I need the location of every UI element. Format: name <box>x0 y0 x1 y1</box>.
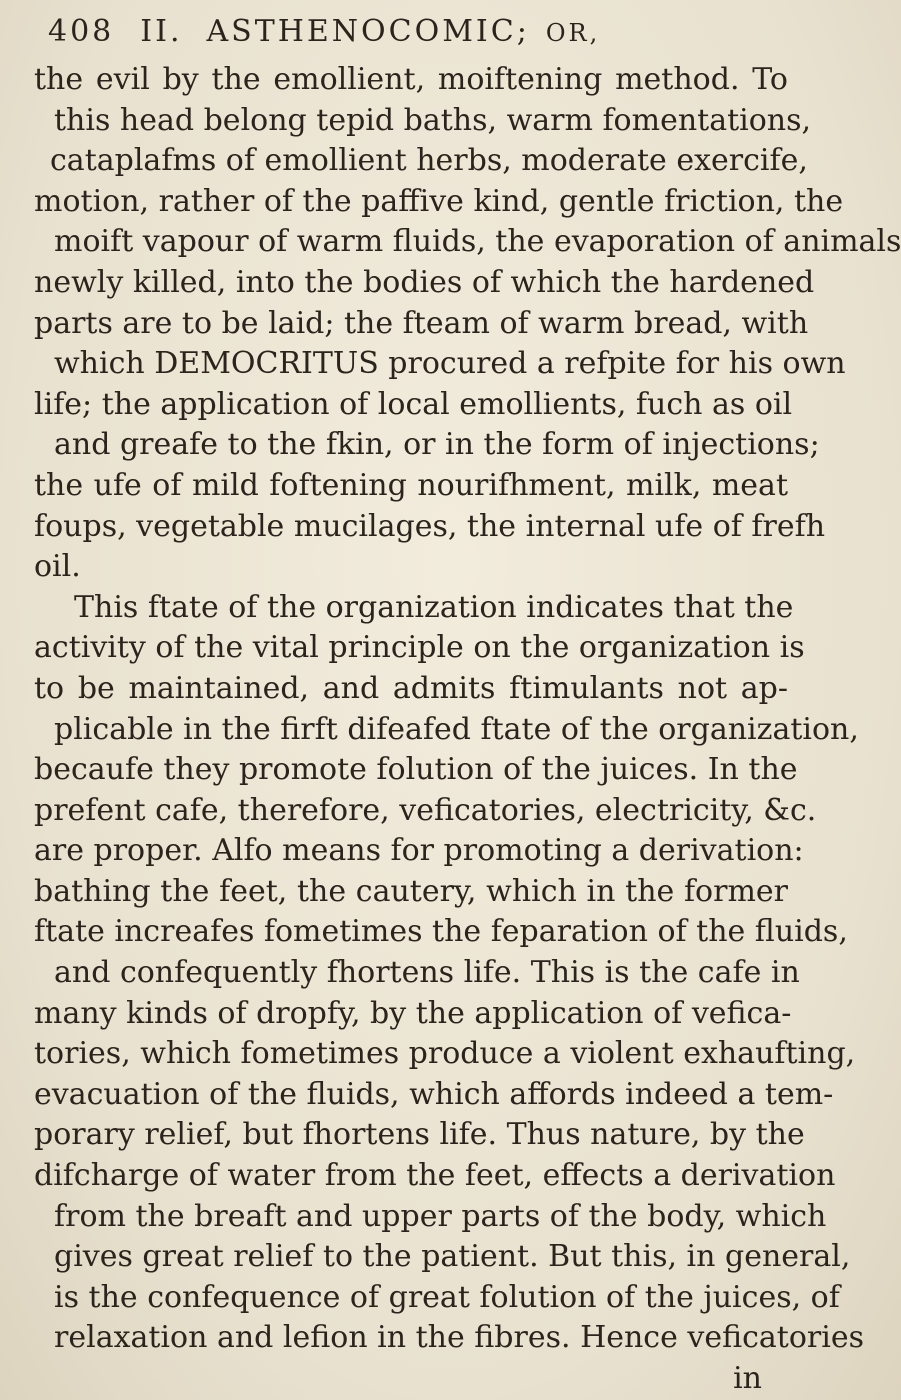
text-line: plicable in the firft difeafed ftate of the organization, <box>54 711 859 747</box>
text-line: evacuation of the fluids, which affords indeed a tem- <box>34 1076 834 1112</box>
body-text <box>34 60 901 1400</box>
text-line: is the confequence of great folution of the juices, of <box>54 1279 840 1315</box>
catchword: in <box>733 1361 762 1396</box>
text-line: bathing the feet, the cautery, which in the former <box>34 873 788 909</box>
text-line: and greafe to the fkin, or in the form of injections; <box>54 427 820 463</box>
text-line: porary relief, but fhortens life. Thus nature, by the <box>34 1117 805 1153</box>
text-line: are proper. Alfo means for promoting a derivation: <box>34 833 804 869</box>
text-line: motion, rather of the paffive kind, gentle friction, the <box>34 183 844 219</box>
text-line: the evil by the emollient, moiftening method. To <box>34 62 788 97</box>
text-line: to be maintained, and admits ftimulants not ap- <box>34 670 788 706</box>
text-line: tories, which fometimes produce a violent exhaufting, <box>34 1036 856 1072</box>
text-line: this head belong tepid baths, warm fomentations, <box>54 102 812 138</box>
text-line: and confequently fhortens life. This is the cafe in <box>54 955 800 991</box>
text-line: newly killed, into the bodies of which the hardened <box>34 264 815 300</box>
running-title-suffix: OR, <box>545 19 601 47</box>
text-line: cataplafms of emollient herbs, moderate exercife, <box>50 143 808 179</box>
text-line: oil. <box>34 549 81 585</box>
text-line: foups, vegetable mucilages, the internal ufe of frefh <box>34 508 826 544</box>
text-line: parts are to be laid; the fteam of warm bread, with <box>34 305 809 341</box>
page-number: 408 <box>48 14 115 49</box>
running-head <box>48 14 780 62</box>
text-line: becaufe they promote folution of the juices. In the <box>34 752 798 788</box>
text-line: from the breaft and upper parts of the body, which <box>54 1198 827 1234</box>
text-line: ftate increafes fometimes the feparation of the fluids, <box>34 914 848 950</box>
section-numeral: II. <box>140 14 183 49</box>
text-line: activity of the vital principle on the organization is <box>34 630 805 666</box>
paragraph-first-line: This ftate of the organization indicates that the <box>74 589 794 625</box>
text-line: life; the application of local emollients, fuch as oil <box>34 386 793 422</box>
text-line: difcharge of water from the feet, effects a derivation <box>34 1158 836 1194</box>
text-line: which DEMOCRITUS procured a refpite for his own <box>54 346 846 382</box>
text-line: relaxation and lefion in the fibres. Hence veficatories <box>54 1320 864 1356</box>
text-line: many kinds of dropfy, by the application of vefica- <box>34 995 792 1031</box>
text-line: gives great relief to the patient. But this, in general, <box>54 1239 851 1275</box>
text-line: prefent cafe, therefore, veficatories, electricity, &c. <box>34 792 817 828</box>
running-title: ASTHENOCOMIC; <box>206 14 530 49</box>
text-line: moift vapour of warm fluids, the evaporation of animals <box>54 224 901 260</box>
text-line: the ufe of mild foftening nourifhment, milk, meat <box>34 467 788 503</box>
